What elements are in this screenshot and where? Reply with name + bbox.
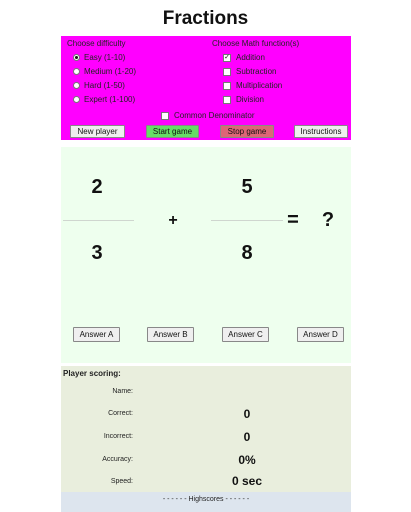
checkbox-icon[interactable] <box>223 68 231 76</box>
checkbox-icon[interactable] <box>223 82 231 90</box>
difficulty-option-label: Hard (1-50) <box>84 81 125 90</box>
operator-plus: + <box>168 212 178 229</box>
page-title: Fractions <box>162 8 249 29</box>
accuracy-value: 0% <box>238 453 256 467</box>
problem-area <box>61 147 351 363</box>
highscores-header: - - - - - - Highscores - - - - - - <box>61 492 351 512</box>
checkbox-icon[interactable] <box>161 112 169 120</box>
function-option-label: Multiplication <box>236 81 283 90</box>
answer-c-button[interactable]: Answer C <box>222 327 269 342</box>
checkbox-checked-icon[interactable]: ✓ <box>224 53 230 61</box>
right-numerator: 5 <box>241 176 253 198</box>
correct-value: 0 <box>243 407 251 421</box>
start-game-button[interactable]: Start game <box>146 125 199 138</box>
speed-label: Speed: <box>110 478 133 485</box>
left-numerator: 2 <box>91 176 103 198</box>
incorrect-value: 0 <box>243 430 251 444</box>
incorrect-label: Incorrect: <box>103 433 133 440</box>
function-option-addition[interactable] <box>223 53 265 62</box>
function-option-multiplication[interactable] <box>223 81 282 90</box>
difficulty-option-label: Medium (1-20) <box>84 67 137 76</box>
difficulty-option-label: Expert (1-100) <box>84 95 136 104</box>
unknown-result: ? <box>321 209 335 231</box>
difficulty-option-label: Easy (1-10) <box>84 53 126 62</box>
new-player-button[interactable]: New player <box>70 125 125 138</box>
difficulty-option-hard[interactable] <box>73 81 125 90</box>
difficulty-option-expert[interactable] <box>73 95 135 104</box>
instructions-button[interactable]: Instructions <box>294 125 348 138</box>
radio-selected-icon[interactable] <box>73 54 80 61</box>
stop-game-button[interactable]: Stop game <box>220 125 274 138</box>
correct-label: Correct: <box>108 410 133 417</box>
radio-icon[interactable] <box>73 96 80 103</box>
common-denominator-label: Common Denominator <box>174 111 255 120</box>
common-denominator-option[interactable] <box>161 111 254 120</box>
answer-a-button[interactable]: Answer A <box>73 327 120 342</box>
difficulty-option-easy[interactable] <box>73 53 125 62</box>
scoring-title: Player scoring: <box>63 369 121 378</box>
left-fraction-bar <box>63 220 134 221</box>
name-label: Name: <box>112 388 133 395</box>
right-denominator: 8 <box>241 242 253 264</box>
equals-sign: = <box>287 209 299 231</box>
accuracy-label: Accuracy: <box>102 456 133 463</box>
functions-heading: Choose Math function(s) <box>212 39 300 48</box>
answer-b-button[interactable]: Answer B <box>147 327 194 342</box>
answer-d-button[interactable]: Answer D <box>297 327 344 342</box>
function-option-label: Subtraction <box>236 67 277 76</box>
radio-icon[interactable] <box>73 82 80 89</box>
function-option-division[interactable] <box>223 95 264 104</box>
function-option-subtraction[interactable] <box>223 67 276 76</box>
player-scoring-panel <box>61 366 351 492</box>
right-fraction-bar <box>211 220 283 221</box>
checkbox-icon[interactable] <box>223 96 231 104</box>
radio-icon[interactable] <box>73 68 80 75</box>
function-option-label: Addition <box>236 53 265 62</box>
left-denominator: 3 <box>91 242 103 264</box>
difficulty-heading: Choose difficulty <box>67 39 126 48</box>
function-option-label: Division <box>236 95 265 104</box>
difficulty-option-medium[interactable] <box>73 67 136 76</box>
speed-value: 0 sec <box>231 474 263 488</box>
